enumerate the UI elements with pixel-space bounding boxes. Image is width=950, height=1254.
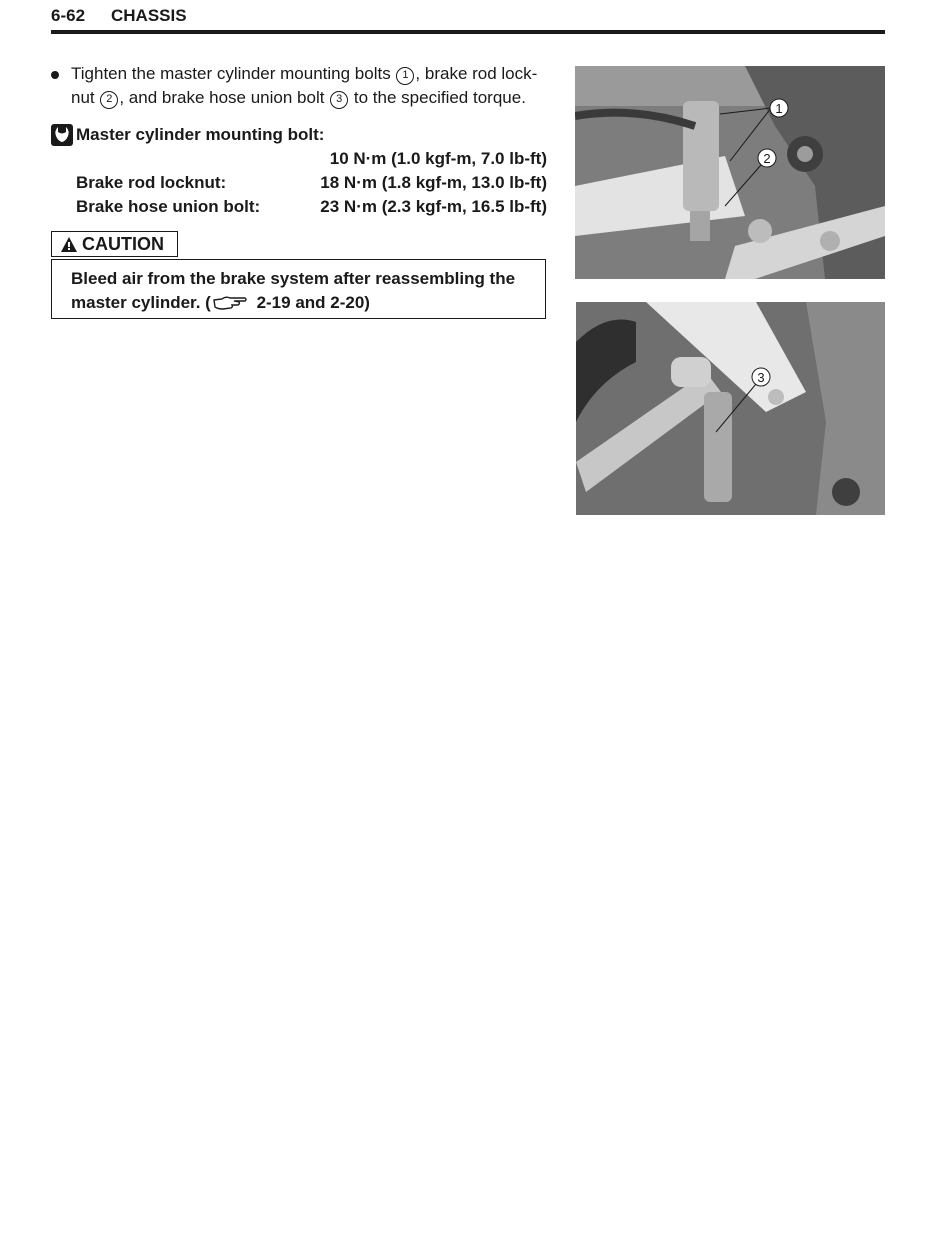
photo-callout-2: 2: [763, 151, 771, 166]
torque-title: Master cylinder mounting bolt:: [76, 125, 325, 144]
caution-box: [51, 259, 546, 319]
callout-ref-3: 3: [330, 91, 348, 109]
torque-wrench-icon: [51, 124, 73, 146]
brake-hose-union-photo: [576, 302, 885, 515]
master-cylinder-photo: [575, 66, 885, 279]
photo-callout-1: 1: [775, 101, 783, 116]
bullet-icon: [51, 71, 59, 79]
page-header: [51, 4, 885, 34]
callout-ref-1: 1: [396, 67, 414, 85]
caution-text-line2: master cylinder. ( 2-19 and 2-20): [71, 293, 370, 312]
photo-callout-3: 3: [757, 370, 765, 385]
pointing-hand-icon: [212, 295, 248, 311]
callout-ref-2: 2: [100, 91, 118, 109]
warning-triangle-icon: [60, 236, 78, 253]
page-number: 6-62: [51, 6, 86, 25]
section-title: CHASSIS: [111, 6, 187, 25]
instruction-text: Tighten the master cylinder mounting bolts 1 , brake rod lock-nut 2 , and brake hose union bolt 3 to the specified torque.: [71, 64, 538, 107]
caution-label: CAUTION: [51, 231, 178, 257]
caution-text-line1: Bleed air from the brake system after reassembling the: [71, 269, 516, 288]
instruction-bullet: [51, 62, 547, 110]
